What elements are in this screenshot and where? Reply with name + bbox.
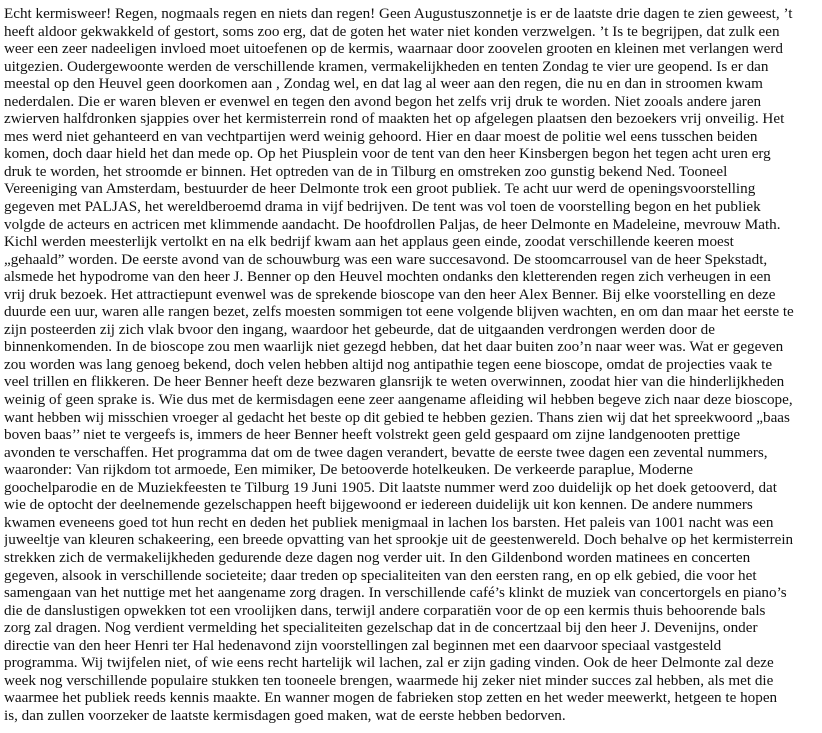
text-line: veel trillen en flikkeren. De heer Benner heeft deze bezwaren glansrijk te weten overwinnen, zoodat hier van die hinderlijkheden (4, 373, 785, 391)
text-line: zwierven halfdronken sjappies over het kermisterrein rond of maakten het op afgelegen plaatsen den bezoekers vrij onveilig. Het (4, 110, 785, 128)
text-line: strekken zich de vermakelijkheden gedurende deze dagen nog verder uit. In den Gildenbond worden matinees en concerten (4, 548, 751, 566)
text-line: directie van den heer Henri ter Hal hedenavond zijn voorstellingen zal beginnen met een daarvoor speciaal vastgesteld (4, 636, 722, 654)
text-line: weer een zeer nadeeligen invloed moet uitoefenen op de kermis, waarnaar door zoovelen grooten en kleinen met verlangen werd (4, 40, 783, 58)
text-line: die de danslustigen opwekken tot een vroolijken dans, terwijl andere corparatiën voor de op een kermis thuis behoorende bals (4, 601, 766, 619)
article-text-block (4, 5, 818, 724)
text-line: kwamen eveneens goed tot hun recht en deden het publiek menigmaal in lachen los barsten. Het paleis van 1001 nacht was een (4, 513, 774, 531)
text-line: binnenkomenden. In de bioscope zou men waarlijk niet gezegd hebben, dat het daar buiten zoo’n naar weer was. Wat er gegeven (4, 338, 784, 356)
text-line: Kichl werden meesterlijk vertolkt en na elk bedrijf kwam aan het applaus geen einde, zoodat verschillende keeren moest (4, 233, 734, 251)
text-line: Vereeniging van Amsterdam, bestuurder de heer Delmonte trok een groot publiek. Te acht uur werd de openingsvoorstelling (4, 180, 756, 198)
text-line: uitgezien. Oudergewoonte werden de verschillende kramen, vermakelijkheden en tenten Zondag te vier ure geopend. Is er dan (4, 57, 769, 75)
text-line: gegeven met PALJAS, het wereldberoemd drama in vijf bedrijven. De tent was vol toen de voorstelling begon en het publiek (4, 198, 761, 216)
text-line: vrij druk bezoek. Het attractiepunt evenwel was de sprekende bioscope van den heer Alex Benner. Bij elke voorstelling en deze (4, 285, 776, 303)
text-line: is, dan zullen voorzeker de laatste kermisdagen goed maken, wat de eerste hebben bedorven. (4, 706, 566, 724)
text-line: gegeven, alsook in verschillende societeite; daar treden op specialiteiten van den eersten rang, en op elk gebied, die voor het (4, 566, 757, 584)
text-line: weinig of geen sprake is. Wie dus met de kermisdagen eene zeer aangename afleiding wil hebben begeve zich naar deze bioscope, (4, 391, 793, 409)
text-line: „gehaald” worden. De eerste avond van de schouwburg was een ware succesavond. De stoomcarrousel van de heer Spekstadt, (4, 250, 768, 268)
text-line: volgde de acteurs en actricen met klimmende aandacht. De hoofdrollen Paljas, de heer Delmonte en Madeleine, mevrouw Math. (4, 215, 781, 233)
text-line: wie de optocht der deelnemende gezelschappen heeft bijgewoond er iedereen duidelijk uit kon kennen. De andere nummers (4, 496, 753, 514)
text-line: want hebben wij misschien vroeger al gedacht het beste op dit gebied te hebben gezien. Thans zien wij dat het spreekwoord „baas (4, 408, 790, 426)
text-line: komen, doch daar hield het dan mede op. Op het Piusplein voor de tent van den heer Kinsbergen begon het tegen acht uren erg (4, 145, 771, 163)
text-line: samengaan van het nuttige met het aangename zorg dragen. In verschillende café’s klinkt de muziek van concertorgels en piano’s (4, 584, 787, 602)
text-line: nederdalen. Die er waren bleven er evenwel en tegen den avond begon het zelfs vrij druk te worden. Niet zooals andere jaren (4, 92, 762, 110)
text-line: week nog verschillende populaire stukken ten tooneele brengen, waarmede hij zeker niet minder succes zal hebben, als met die (4, 671, 774, 689)
text-line: duurde een uur, waren alle rangen bezet, zelfs moesten sommigen tot eene volgende blijven wachten, en om dan maar het eerste te (4, 303, 794, 321)
text-line: druk te worden, het stroomde er binnen. Het optreden van de in Tilburg en omstreken zoo gunstig bekend Ned. Tooneel (4, 162, 728, 180)
text-line: zijn posteerden zij zich vlak bvoor den ingang, waardoor het gebeurde, dat de uitgaanden verdrongen werden door de (4, 320, 715, 338)
text-line: zou worden was lang genoeg bekend, doch velen hebben altijd nog antipathie tegen eene bioscope, omdat de projecties vaak te (4, 355, 773, 373)
text-line: waarmee het publiek reeds kennis maakte. En wanner mogen de fabrieken stop zetten en het weder meewerkt, hetgeen te hopen (4, 689, 778, 707)
text-line: alsmede het hypodrome van den heer J. Benner op den Heuvel mochten ondanks den kletterenden regen zich verheugen in een (4, 268, 771, 286)
text-line: heeft aldoor gekwakkeld of gestort, soms zoo erg, dat de goten het water niet konden verzwelgen. ’t Is te begrijpen, dat zulk een (4, 22, 780, 40)
text-line: boven baas’’ niet te vergeefs is, immers de heer Benner heeft volstrekt geen geld gespaard om zijne landgenooten prettige (4, 426, 741, 444)
text-line: avonden te verschaffen. Het programma dat om de twee dagen verandert, bevatte de eerste twee dagen een zevental nummers, (4, 443, 768, 461)
text-line: waaronder: Van rijkdom tot armoede, Een mimiker, De betooverde hotelkeuken. De verkeerde paraplue, Moderne (4, 461, 694, 479)
text-line: programma. Wij twijfelen niet, of wie eens recht hartelijk wil lachen, zal er zijn gading vinden. Ook de heer Delmonte zal deze (4, 654, 774, 672)
text-line: juweeltje van kleuren schakeering, een breede opvatting van het sprookje uit de geestenwereld. Doch behalve op het kermisterrein (4, 531, 794, 549)
text-line: goochelparodie en de Muziekfeesten te Tilburg 19 Juni 1905. Dit laatste nummer werd zoo duidelijk op het doek getooverd, dat (4, 478, 777, 496)
text-line: mes werd niet gehanteerd en van vechtpartijen werd weinig gehoord. Hier en daar moest de politie wel eens tusschen beiden (4, 127, 758, 145)
text-line: Echt kermisweer! Regen, nogmaals regen en niets dan regen! Geen Augustuszonnetje is er de laatste drie dagen te zien geweest, ’t (4, 5, 793, 22)
text-line: zorg zal dragen. Nog verdient vermelding het specialiteiten gezelschap dat in de concertzaal bij den heer J. Devenijns, onder (4, 619, 758, 637)
text-line: meestal op den Heuvel geen doorkomen aan , Zondag wel, en dat lag al weer aan den regen, die nu en dan in stroomen kwam (4, 75, 763, 93)
